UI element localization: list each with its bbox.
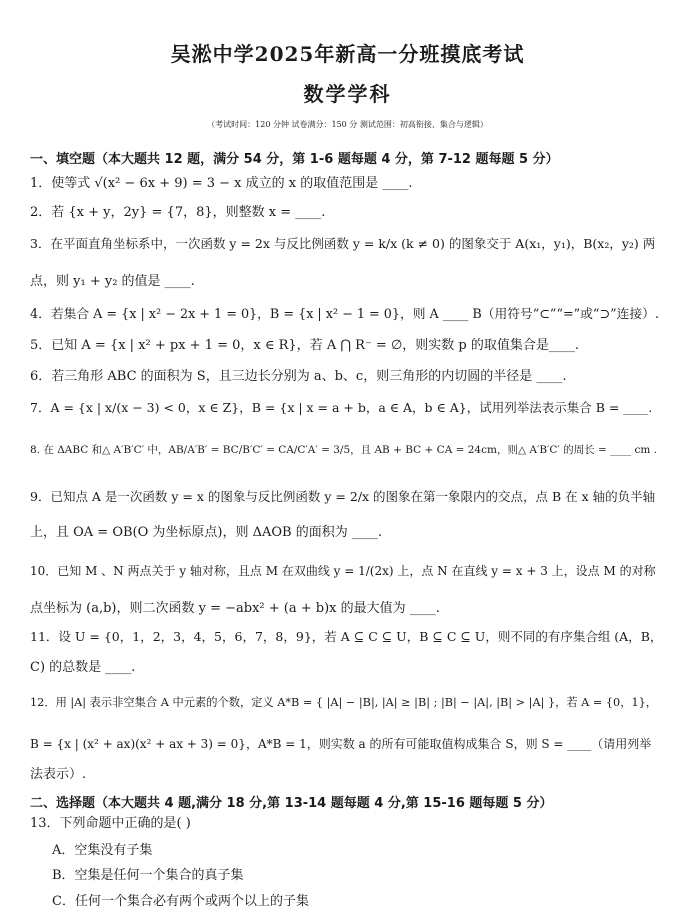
question-line: 法表示）.	[30, 767, 87, 782]
question-line: 7．A = {x | x/(x − 3) < 0，x ∈ Z}，B = {x | x = a + b，a ∈ A，b ∈ A}，试用列举法表示集合 B = ____.	[30, 400, 653, 415]
question-line: 4．若集合 A = {x | x² − 2x + 1 = 0}，B = {x | x² − 1 = 0}，则 A ____ B（用符号“⊂”“=”或“⊃”连接）.	[30, 307, 659, 322]
question-line: B = {x | (x² + ax)(x² + ax + 3) = 0}，A*B = 1，则实数 a 的所有可能取值构成集合 S，则 S = ____（请用列举	[30, 737, 652, 751]
section2-heading: 二、选择题（本大题共 4 题,满分 18 分,第 13-14 题每题 4 分,第 15-16 题每题 5 分）	[30, 796, 553, 811]
question-line: 9．已知点 A 是一次函数 y = x 的图象与反比例函数 y = 2/x 的图象在第一象限内的交点，点 B 在 x 轴的负半轴	[30, 489, 656, 504]
exam-title: 吴淞中学2025年新高一分班摸底考试	[170, 42, 525, 66]
question-line: 3．在平面直角坐标系中，一次函数 y = 2x 与反比例函数 y = k/x (k ≠ 0) 的图象交于 A(x₁，y₁)，B(x₂，y₂) 两	[30, 236, 656, 251]
question-line: 上，且 OA = OB(O 为坐标原点)，则 ΔAOB 的面积为 ____.	[30, 525, 382, 540]
question-line: 1．使等式 √(x² − 6x + 9) = 3 − x 成立的 x 的取值范围是 ____.	[30, 176, 413, 191]
question-line: 5．已知 A = {x | x² + px + 1 = 0，x ∈ R}，若 A ⋂ R⁻ = ∅，则实数 p 的取值集合是____.	[30, 338, 579, 353]
question-line: 11．设 U = {0，1，2，3，4，5，6，7，8，9}，若 A ⊆ C ⊆ U，B ⊆ C ⊆ U，则不同的有序集合组 (A，B，	[30, 629, 662, 644]
option-b: B．空集是任何一个集合的真子集	[52, 868, 244, 883]
section1-heading: 一、填空题（本大题共 12 题，满分 54 分，第 1-6 题每题 4 分，第 7-12 题每题 5 分）	[30, 152, 559, 167]
question-line: C) 的总数是 ____.	[30, 660, 136, 675]
option-c: C．任何一个集合必有两个或两个以上的子集	[52, 894, 309, 909]
question-line: 点，则 y₁ + y₂ 的值是 ____.	[30, 274, 195, 289]
question-line: 点坐标为 (a,b)，则二次函数 y = −abx² + (a + b)x 的最大值为 ____.	[30, 601, 440, 616]
question-line: 12．用 |A| 表示非空集合 A 中元素的个数，定义 A*B = { |A| − |B|, |A| ≥ |B| ; |B| − |A|, |B| > |A| }，若 A = {0，1}，	[30, 696, 658, 709]
question-line: 2．若 {x + y，2y} = {7，8}，则整数 x = ____.	[30, 205, 326, 220]
question-line: 8. 在 ΔABC 和△ A′B′C′ 中，AB/A′B′ = BC/B′C′ = CA/C′A′ = 3/5，且 AB + BC + CA = 24cm，则△ A′B′C′ 的周长 = ____ cm .	[30, 444, 658, 456]
exam-subject: 数学学科	[303, 82, 392, 106]
question-line: 6．若三角形 ABC 的面积为 S，且三边长分别为 a、b、c，则三角形的内切圆的半径是 ____.	[30, 369, 567, 384]
option-a: A．空集没有子集	[52, 843, 153, 858]
question-13: 13．下列命题中正确的是( )	[30, 816, 191, 831]
exam-info: （考试时间：120 分钟 试卷满分：150 分 测试范围：初高衔接、集合与逻辑）	[207, 120, 488, 129]
question-line: 10．已知 M 、N 两点关于 y 轴对称，且点 M 在双曲线 y = 1/(2x) 上，点 N 在直线 y = x + 3 上，设点 M 的对称	[30, 564, 656, 578]
